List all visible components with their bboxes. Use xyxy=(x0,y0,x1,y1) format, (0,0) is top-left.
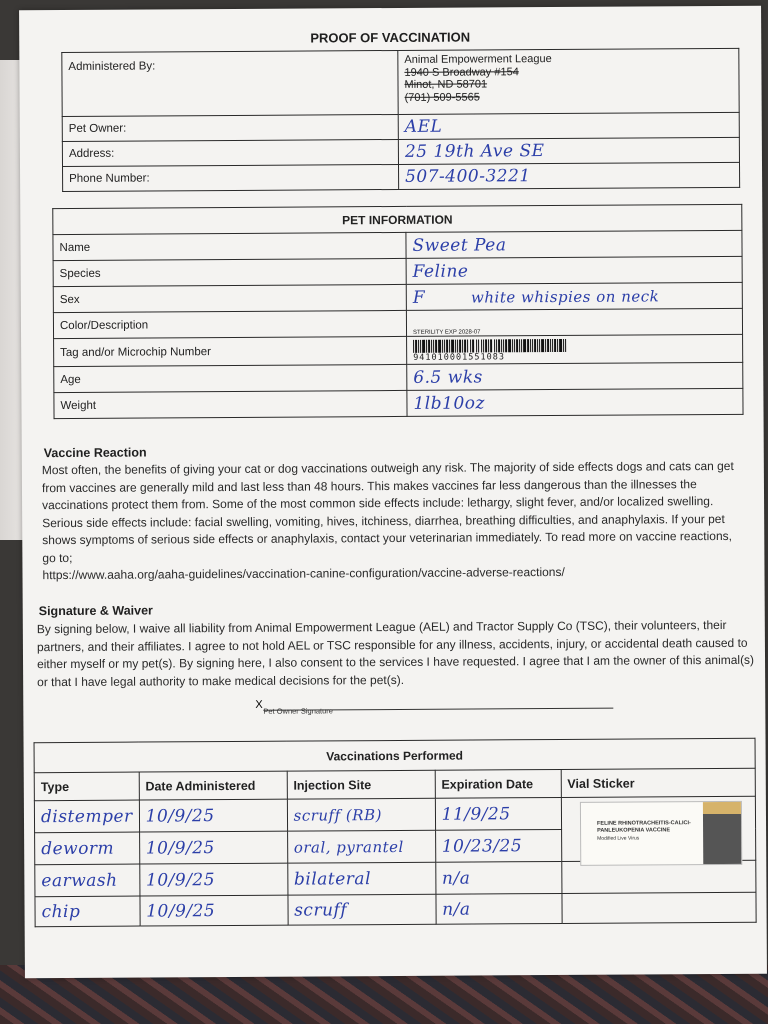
barcode-bar xyxy=(435,339,437,352)
barcode-bar xyxy=(481,339,482,352)
phone-label: Phone Number: xyxy=(63,164,399,191)
barcode-bar xyxy=(532,339,533,352)
org-name: Animal Empowerment League xyxy=(404,53,552,66)
pet-owner-value: AEL xyxy=(398,112,739,139)
tag-label: Tag and/or Microchip Number xyxy=(54,336,407,366)
vaccine-reaction-text: Most often, the benefits of giving your cat or dog vaccinations outweigh any risk. The majority of side effects dogs and cats can get from vaccines are generally mild and last less than 48 hours. This makes vaccines far less dangerous than the illnesses the vaccinations protect them from. Some of the most common side effects include: lethargy, slight fever, and/or localized swelling. Serious side effects include: facial swelling, vomiting, hives, itchiness, diarrhea, breathing difficulties, and anaphylaxis. If your pet shows symptoms of serious side effects or anaphylaxis, contact your veterinarian immediately. To read more on vaccine reactions, go to; xyxy=(41,458,734,565)
barcode-bar xyxy=(490,339,493,352)
barcode-bar xyxy=(565,338,566,351)
barcode-bar xyxy=(468,339,469,352)
barcode-bar xyxy=(470,339,471,352)
barcode-bar xyxy=(420,339,421,352)
pet-info-heading: PET INFORMATION xyxy=(53,204,742,234)
barcode-bar xyxy=(545,339,546,352)
barcode-bar xyxy=(539,339,540,352)
barcode-bar xyxy=(418,339,419,352)
document-title: PROOF OF VACCINATION xyxy=(310,29,471,46)
row-date: 10/9/25 xyxy=(139,799,287,832)
barcode-bar xyxy=(413,339,414,352)
vaccinations-heading: Vaccinations Performed xyxy=(34,738,755,772)
row-site: scruff (RB) xyxy=(287,798,435,831)
barcode-bar xyxy=(462,339,463,352)
sex-cell xyxy=(406,282,742,310)
vial-sticker xyxy=(580,801,742,866)
sex-value: F xyxy=(412,287,426,308)
weight-label: Weight xyxy=(54,390,407,418)
row-site: bilateral xyxy=(287,862,435,895)
pet-owner-label: Pet Owner: xyxy=(62,114,398,141)
row-site: oral, pyrantel xyxy=(287,830,435,863)
vaccine-reaction-body xyxy=(42,458,748,585)
col-exp: Expiration Date xyxy=(435,769,561,798)
barcode-bar xyxy=(519,339,520,352)
barcode-bar xyxy=(426,339,427,352)
barcode-bar xyxy=(550,339,551,352)
barcode-bar xyxy=(496,339,497,352)
age-value: 6.5 wks xyxy=(407,362,743,390)
row-date: 10/9/25 xyxy=(140,895,288,926)
vial-sticker-title: FELINE RHINOTRACHEITIS-CALICI-PANLEUKOPENIA VACCINE xyxy=(597,820,691,834)
barcode-bar xyxy=(494,339,495,352)
barcode-bar xyxy=(444,339,445,352)
org-street: 1940 S Broadway #154 xyxy=(404,65,519,79)
barcode-bar xyxy=(559,338,562,351)
row-date: 10/9/25 xyxy=(139,831,287,864)
age-label: Age xyxy=(54,364,407,392)
barcode-bar xyxy=(523,339,526,352)
barcode-bar xyxy=(527,339,529,352)
col-sticker: Vial Sticker xyxy=(561,768,756,797)
barcode-bar xyxy=(478,339,480,352)
row-exp: n/a xyxy=(436,893,562,924)
barcode-bar xyxy=(485,339,487,352)
barcode-bar xyxy=(547,339,549,352)
barcode-bar xyxy=(563,338,564,351)
barcode-bar xyxy=(503,339,504,352)
barcode-bar xyxy=(457,339,458,352)
row-exp: 11/9/25 xyxy=(435,797,561,830)
administered-by-label: Administered By: xyxy=(62,50,398,116)
row-exp: n/a xyxy=(435,861,561,894)
table-row xyxy=(35,892,756,926)
barcode-bar xyxy=(442,339,443,352)
barcode-bar xyxy=(472,339,475,352)
row-type: chip xyxy=(35,896,140,927)
org-phone: (701) 509-5565 xyxy=(404,90,480,104)
row-type: distemper xyxy=(34,800,139,833)
barcode-bar xyxy=(431,339,432,352)
table-row xyxy=(35,860,756,896)
barcode-bar xyxy=(428,339,430,352)
barcode-bar xyxy=(552,339,553,352)
vial-sticker-sub: Modified Live Virus xyxy=(597,835,640,842)
vaccine-reaction-link[interactable]: https://www.aaha.org/aaha-guidelines/vaccination-canine-configuration/vaccine-adverse-reactions/ xyxy=(42,564,565,583)
barcode-bar xyxy=(446,339,448,352)
address-value: 25 19th Ave SE xyxy=(398,137,739,164)
barcode-bar xyxy=(534,339,536,352)
col-type: Type xyxy=(34,772,139,801)
org-city: Minot, ND 58701 xyxy=(404,78,488,91)
sex-note: white whispies on neck xyxy=(470,286,660,307)
row-type: deworm xyxy=(35,832,140,865)
row-type: earwash xyxy=(35,864,140,897)
administered-by-value xyxy=(398,48,739,114)
barcode-bar xyxy=(465,339,467,352)
owner-table xyxy=(61,48,740,192)
name-label: Name xyxy=(53,232,406,260)
vial-sticker-lot-band xyxy=(703,802,741,864)
barcode-bar xyxy=(455,339,456,352)
vaccine-reaction-heading: Vaccine Reaction xyxy=(43,445,147,461)
sterility-text: STERILITY EXP 2028-07 xyxy=(413,329,481,336)
signature-x-mark: X xyxy=(255,698,263,711)
barcode-bar xyxy=(516,339,518,352)
barcode-bar xyxy=(530,339,531,352)
color-label: Color/Description xyxy=(53,310,406,338)
barcode-bar xyxy=(476,339,477,352)
barcode-bar xyxy=(557,338,558,351)
signature-heading: Signature & Waiver xyxy=(38,603,153,619)
barcode-bar xyxy=(512,339,513,352)
vaccination-form xyxy=(19,6,767,979)
barcode-bar xyxy=(422,339,425,352)
col-site: Injection Site xyxy=(287,770,435,799)
barcode-bar xyxy=(415,339,417,352)
address-label: Address: xyxy=(62,139,398,166)
sterility-label xyxy=(406,308,742,336)
barcode-bar xyxy=(541,339,544,352)
row-exp: 10/23/25 xyxy=(435,829,561,862)
pet-info-table xyxy=(52,204,743,419)
barcode-bar xyxy=(514,339,515,352)
row-sticker xyxy=(562,892,757,923)
col-date: Date Administered xyxy=(139,771,287,800)
barcode-bar xyxy=(554,339,556,352)
signature-body: By signing below, I waive all liability from Animal Empowerment League (AEL) and Tractor Supply Co (TSC), their volunteers, their partners, and their affiliates. I agree to not hold AEL or TSC responsible for any illness, accidents, injury, or accidental death caused to either myself or my pet(s). By signing here, I also consent to the services I have requested. I agree that I am the owner of this animal(s) or that I have legal authority to make medical decisions for the pet(s). xyxy=(36,617,755,689)
barcode-bar xyxy=(449,339,450,352)
species-value: Feline xyxy=(406,256,742,284)
barcode-bar xyxy=(451,339,454,352)
barcode-bar xyxy=(498,339,500,352)
barcode-bar xyxy=(508,339,511,352)
name-value: Sweet Pea xyxy=(406,230,742,258)
weight-value: 1lb10oz xyxy=(407,388,743,416)
barcode-bar xyxy=(501,339,502,352)
barcode-bar xyxy=(537,339,538,352)
row-site: scruff xyxy=(288,894,436,925)
barcode-bar xyxy=(433,339,434,352)
phone-value: 507-400-3221 xyxy=(398,162,739,189)
barcode-bar xyxy=(438,339,441,352)
row-date: 10/9/25 xyxy=(139,863,287,896)
species-label: Species xyxy=(53,258,406,286)
barcode-bar xyxy=(521,339,522,352)
microchip-sticker xyxy=(407,334,743,364)
barcode-bar xyxy=(488,339,489,352)
barcode-bar xyxy=(483,339,484,352)
signature-line-label: Pet Owner Signature xyxy=(263,706,333,716)
barcode-bar xyxy=(459,339,461,352)
sex-label: Sex xyxy=(53,284,406,312)
microchip-number: 941010001551083 xyxy=(413,351,505,363)
barcode-bar xyxy=(505,339,507,352)
